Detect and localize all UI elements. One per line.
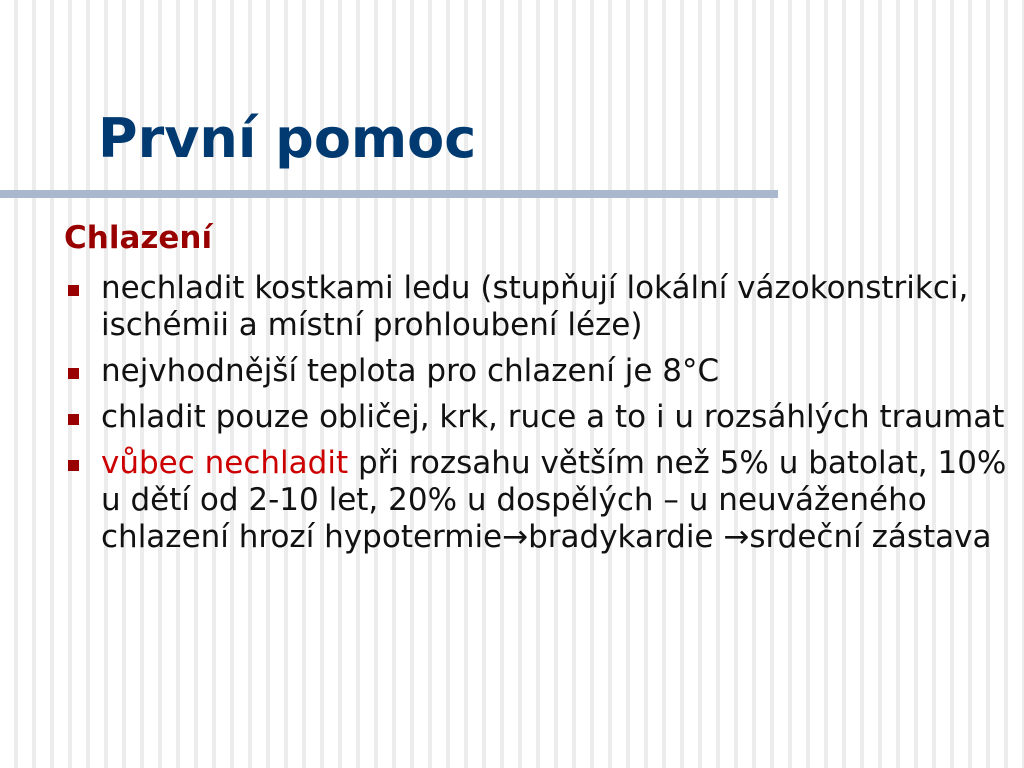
square-bullet-icon: [68, 285, 79, 296]
bullet-emphasis: vůbec nechladit: [101, 445, 349, 481]
bullet-item: [64, 270, 1014, 344]
square-bullet-icon: [68, 460, 79, 471]
bullet-list: [64, 270, 1014, 565]
section-heading: Chlazení: [64, 220, 213, 256]
bullet-text: nechladit kostkami ledu (stupňují lokální vázokonstrikci, ischémii a místní prohloubení léze): [101, 270, 969, 343]
square-bullet-icon: [68, 368, 79, 379]
title-divider: [0, 190, 778, 198]
bullet-item: [64, 399, 1014, 436]
bullet-item: [64, 445, 1014, 556]
square-bullet-icon: [68, 414, 79, 425]
bullet-text: chladit pouze obličej, krk, ruce a to i u rozsáhlých traumat: [101, 399, 1005, 435]
slide-title: První pomoc: [98, 107, 477, 170]
bullet-text: nejvhodnější teplota pro chlazení je 8°C: [101, 353, 720, 389]
bullet-item: [64, 353, 1014, 390]
bullet-text: při rozsahu větším než 5% u batolat, 10% u dětí od 2-10 let, 20% u dospělých – u neuváženého chlazení hrozí hypotermie→bradykardie →srdeční zástava: [101, 445, 1007, 555]
